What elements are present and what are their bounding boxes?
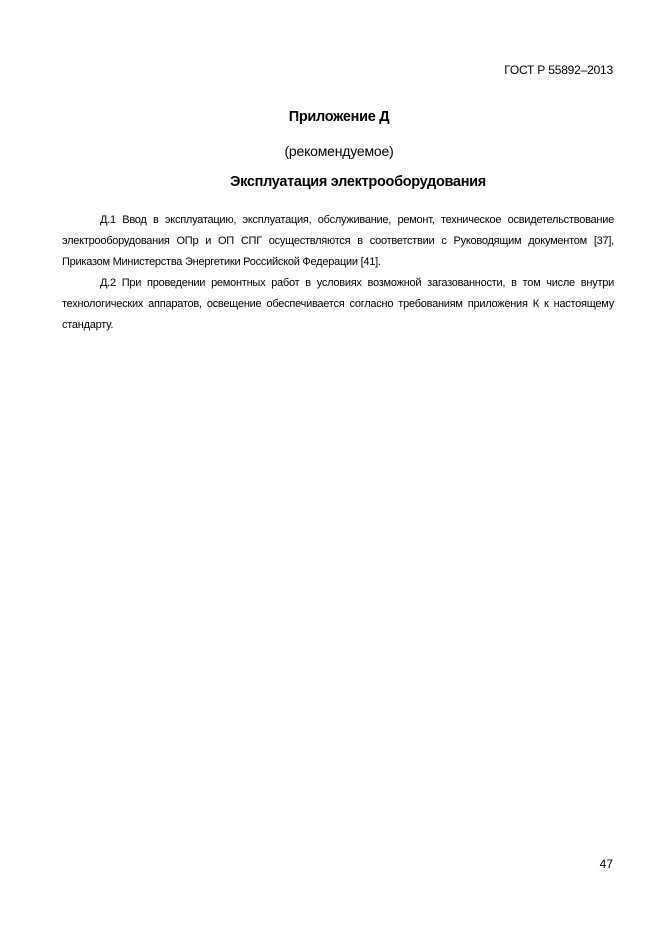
paragraph-d1: Д.1 Ввод в эксплуатацию, эксплуатация, обслуживание, ремонт, техническое освидетельствование электрооборудования ОПр и ОП СПГ осуществляются в соответствии с Руководящим документом [37], Приказом Министерства Энергетики Российской Федерации [41].	[62, 214, 614, 268]
body-text	[62, 210, 614, 336]
section-title: Эксплуатация электрооборудования	[230, 174, 486, 190]
appendix-title: Приложение Д	[288, 109, 390, 125]
document-code: ГОСТ Р 55892–2013	[504, 63, 613, 77]
appendix-status: (рекомендуемое)	[284, 143, 394, 159]
paragraph-d2: Д.2 При проведении ремонтных работ в условиях возможной загазованности, в том числе внутри технологических аппаратов, освещение обеспечивается согласно требованиям приложения К к настоящему стандарту.	[62, 277, 614, 331]
page-number: 47	[599, 857, 613, 871]
